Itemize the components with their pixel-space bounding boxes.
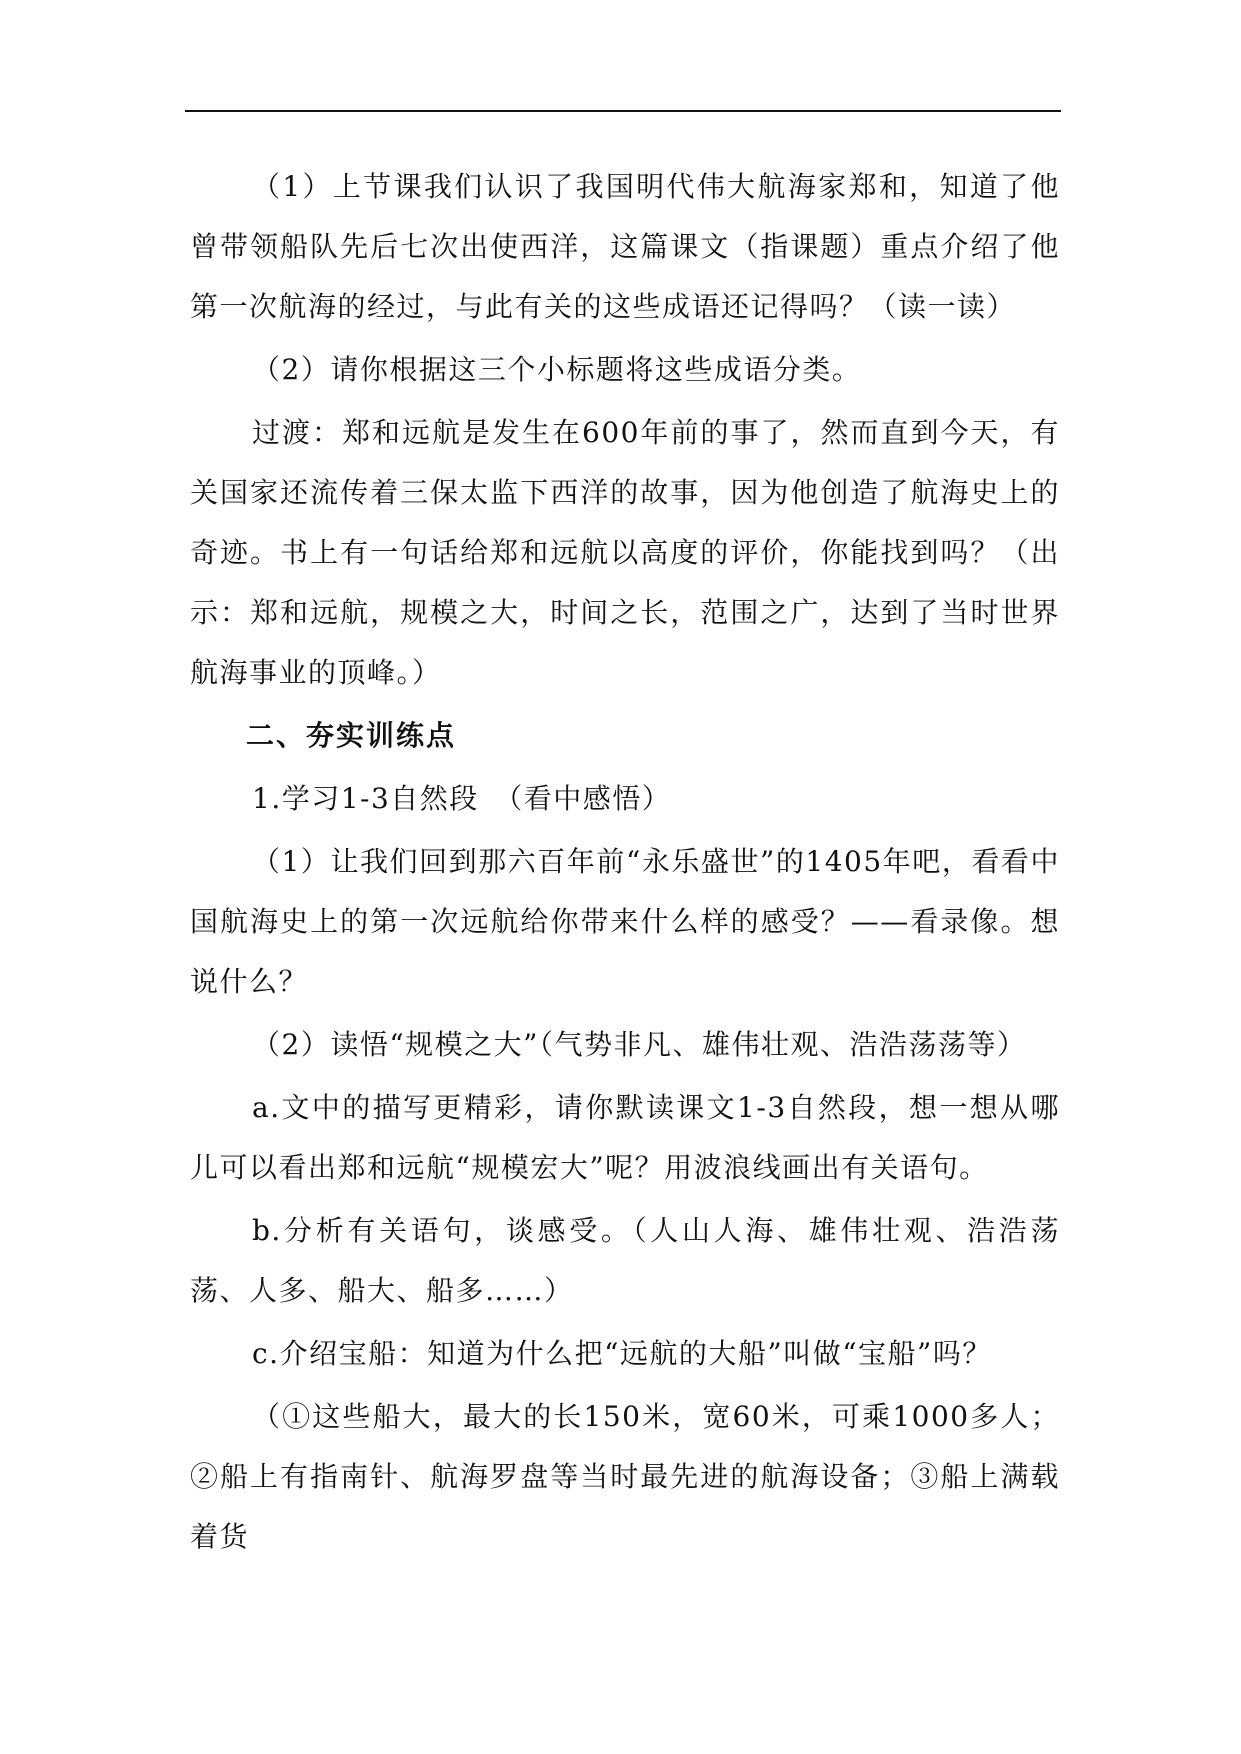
header-rule bbox=[185, 110, 1061, 112]
paragraph-step-b: b.分析有关语句，谈感受。（人山人海、雄伟壮观、浩浩荡荡、人多、船大、船多……） bbox=[190, 1214, 1060, 1307]
paragraph-study-sections: 1.学习1-3自然段 （看中感悟） bbox=[252, 782, 672, 815]
paragraph-transition: 过渡：郑和远航是发生在600年前的事了，然而直到今天，有关国家还流传着三保太监下西洋的故事，因为他创造了航海史上的奇迹。书上有一句话给郑和远航以高度的评价，你能找到吗？（出示：郑和远航，规模之大，时间之长，范围之广，达到了当时世界航海事业的顶峰。） bbox=[190, 416, 1060, 689]
paragraph-classify-idioms: （2）请你根据这三个小标题将这些成语分类。 bbox=[252, 353, 862, 386]
paragraph-step-a: a.文中的描写更精彩，请你默读课文1-3自然段，想一想从哪儿可以看出郑和远航“规模宏大”呢？用波浪线画出有关语句。 bbox=[190, 1091, 1060, 1184]
section-heading: 二、夯实训练点 bbox=[246, 719, 457, 752]
document-body bbox=[190, 157, 1060, 1570]
paragraph-treasure-ship-facts: （①这些船大，最大的长150米，宽60米，可乘1000多人；②船上有指南针、航海罗盘等当时最先进的航海设备；③船上满载着货 bbox=[190, 1400, 1060, 1553]
paragraph-review-idioms: （1）上节课我们认识了我国明代伟大航海家郑和，知道了他曾带领船队先后七次出使西洋，这篇课文（指课题）重点介绍了他第一次航海的经过，与此有关的这些成语还记得吗？（读一读） bbox=[190, 170, 1060, 323]
paragraph-step-c: c.介绍宝船：知道为什么把“远航的大船”叫做“宝船”吗？ bbox=[252, 1337, 992, 1370]
paragraph-read-scale: （2）读悟“规模之大”（气势非凡、雄伟壮观、浩浩荡荡等） bbox=[252, 1028, 1027, 1061]
paragraph-watch-video: （1）让我们回到那六百年前“永乐盛世”的1405年吧，看看中国航海史上的第一次远航给你带来什么样的感受？——看录像。想说什么？ bbox=[190, 845, 1060, 998]
